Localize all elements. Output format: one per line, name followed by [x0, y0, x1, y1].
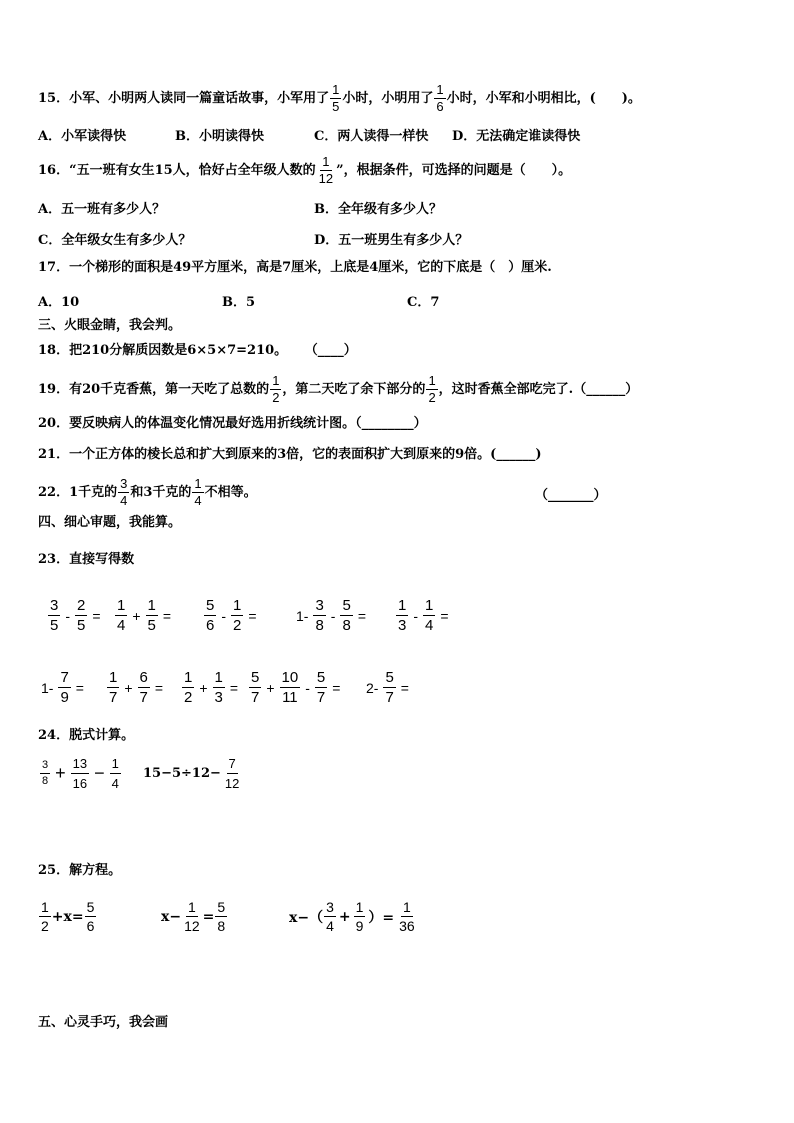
- q25-e2-frac-a: $\frac{1}{12}$: [184, 899, 200, 934]
- q22-answer-blank[interactable]: （_______）: [535, 488, 607, 503]
- q24-expression-1: $\frac{3}{8}$ + $\frac{13}{16}$ − $\frac{1}{4}$: [42, 756, 119, 791]
- q22-text-3: 不相等。: [204, 485, 257, 500]
- q24-e2-frac: $\frac{7}{12}$: [224, 756, 240, 791]
- fraction: $\frac{2}{5}$: [77, 597, 86, 634]
- operator: -: [413, 607, 419, 624]
- q16-number: 16．: [38, 163, 70, 178]
- operator: -: [221, 607, 227, 624]
- q19-text-1: 19．有20千克香蕉，第一天吃了总数的: [38, 382, 270, 397]
- q25-e2-frac-b: $\frac{5}{8}$: [217, 899, 226, 934]
- q15-text-2: 小时，小明用了: [342, 91, 434, 106]
- operator: -: [305, 679, 310, 696]
- expression-prefix: 1-: [41, 679, 54, 696]
- q24-expression-2: 15−5÷12− $\frac{7}{12}$: [143, 756, 240, 791]
- equals-sign: =: [440, 607, 449, 624]
- q24-title: 24．脱式计算。: [38, 728, 135, 743]
- q24-e1-frac-c: $\frac{1}{4}$: [111, 756, 119, 791]
- fraction: $\frac{5}{7}$: [316, 669, 326, 706]
- q23-expression: [202, 596, 260, 635]
- q15-option-d[interactable]: D．无法确定谁读得快: [452, 129, 581, 144]
- q16-fraction: $\frac{1}{12}$: [318, 154, 334, 186]
- fraction: $\frac{10}{11}$: [281, 669, 299, 706]
- fraction: $\frac{5}{6}$: [206, 597, 215, 634]
- fraction: $\frac{1}{4}$: [117, 597, 126, 634]
- expression-prefix: 2-: [366, 679, 379, 696]
- q23-expression: [363, 668, 412, 707]
- fraction: $\frac{1}{3}$: [398, 597, 407, 634]
- q16-option-a[interactable]: A．五一班有多少人？: [38, 202, 166, 217]
- operator: -: [330, 607, 336, 624]
- fraction: $\frac{5}{8}$: [342, 597, 351, 634]
- equals-sign: =: [400, 679, 409, 696]
- q16-option-d[interactable]: D．五一班男生有多少人？: [314, 233, 469, 248]
- fraction: $\frac{5}{7}$: [251, 669, 260, 706]
- equals-sign: =: [154, 679, 164, 696]
- fraction: $\frac{7}{9}$: [60, 669, 69, 706]
- equals-sign: =: [248, 607, 257, 624]
- q22-text-1: 22．1千克的: [38, 485, 118, 500]
- q15-text-3: 小时，小军和小明相比，( )。: [446, 91, 641, 106]
- q24-e1-frac-a: $\frac{3}{8}$: [42, 759, 49, 787]
- question-18: [38, 341, 357, 361]
- equals-sign: =: [229, 679, 239, 696]
- q25-e1-frac-a: $\frac{1}{2}$: [41, 899, 49, 934]
- q16-text-2: ”，根据条件，可选择的问题是（ ）。: [336, 163, 572, 178]
- q16-option-c[interactable]: C．全年级女生有多少人？: [38, 233, 192, 248]
- section-4-heading: 四、细心审题，我能算。: [38, 515, 182, 530]
- q25-e3-frac-a: $\frac{3}{4}$: [326, 899, 334, 934]
- q16-text-1: “五一班有女生15人，恰好占全年级人数的: [69, 163, 316, 178]
- q16-option-b[interactable]: B．全年级有多少人？: [314, 202, 442, 217]
- q15-option-c[interactable]: C．两人读得一样快: [314, 129, 429, 144]
- q18-answer-blank[interactable]: （____）: [311, 343, 357, 358]
- q19-text-3: ，这时香蕉全部吃完了.（______）: [438, 382, 639, 397]
- fraction: $\frac{1}{2}$: [184, 669, 193, 706]
- q19-fraction-1: $\frac{1}{2}$: [272, 373, 280, 405]
- q15-fraction-2: $\frac{1}{6}$: [436, 82, 444, 114]
- q23-expression: [180, 668, 241, 707]
- operator: +: [124, 679, 133, 696]
- q17-option-b[interactable]: B．5: [222, 295, 256, 310]
- q23-expression: [394, 596, 452, 635]
- equals-sign: =: [332, 679, 341, 696]
- q19-fraction-2: $\frac{1}{2}$: [428, 373, 436, 405]
- fraction: $\frac{1}{4}$: [425, 597, 434, 634]
- fraction: $\frac{5}{7}$: [385, 669, 394, 706]
- fraction: $\frac{6}{7}$: [139, 669, 148, 706]
- equals-sign: =: [162, 607, 172, 624]
- q22-fraction-2: $\frac{1}{4}$: [194, 476, 202, 508]
- question-21: 21．一个正方体的棱长总和扩大到原来的3倍，它的表面积扩大到原来的9倍。(______): [38, 447, 542, 462]
- operator: +: [266, 679, 275, 696]
- q23-expression: [105, 668, 166, 707]
- q17-option-c[interactable]: C．7: [407, 295, 440, 310]
- fraction: $\frac{1}{5}$: [147, 597, 156, 634]
- equals-sign: =: [92, 607, 101, 624]
- fraction: $\frac{3}{5}$: [50, 597, 59, 634]
- fraction: $\frac{3}{8}$: [315, 597, 324, 634]
- q17-option-a[interactable]: A．10: [38, 295, 80, 310]
- question-20: 20．要反映病人的体温变化情况最好选用折线统计图。（________）: [38, 416, 427, 431]
- fraction: $\frac{1}{7}$: [109, 669, 118, 706]
- q15-option-a[interactable]: A．小军读得快: [38, 129, 127, 144]
- q25-equation-3: x−（ $\frac{3}{4}$ + $\frac{1}{9}$ ）= $\frac{1}{36}$: [289, 899, 415, 934]
- operator: +: [132, 607, 141, 624]
- q25-e3-frac-c: $\frac{1}{36}$: [399, 899, 415, 934]
- operator: +: [199, 679, 208, 696]
- q23-expression: [46, 596, 104, 635]
- q23-expression: [38, 668, 87, 707]
- q24-e1-frac-b: $\frac{13}{16}$: [72, 756, 88, 791]
- q23-expression: [113, 596, 174, 635]
- q18-text: 18．把210分解质因数是6×5×7=210。: [38, 343, 288, 358]
- q25-equation-1: $\frac{1}{2}$ +x= $\frac{5}{6}$: [41, 899, 95, 934]
- q22-text-2: 和3千克的: [130, 485, 192, 500]
- q22-fraction-1: $\frac{3}{4}$: [120, 476, 128, 508]
- question-22: [38, 476, 257, 509]
- q25-e3-frac-b: $\frac{1}{9}$: [355, 899, 364, 934]
- q15-option-b[interactable]: B．小明读得快: [175, 129, 264, 144]
- q25-e1-frac-b: $\frac{5}{6}$: [86, 899, 95, 934]
- q23-expression: [293, 596, 369, 635]
- q15-fraction-1: $\frac{1}{5}$: [332, 82, 340, 114]
- q15-text-1: 15．小军、小明两人读同一篇童话故事，小军用了: [38, 91, 330, 106]
- equals-sign: =: [75, 679, 84, 696]
- q25-equation-2: x− $\frac{1}{12}$ = $\frac{5}{8}$: [161, 899, 226, 934]
- question-17: 17．一个梯形的面积是49平方厘米，高是7厘米，上底是4厘米，它的下底是（ ）厘米.: [38, 260, 552, 275]
- question-15: [38, 82, 641, 115]
- question-19: [38, 373, 638, 406]
- equals-sign: =: [357, 607, 366, 624]
- q23-expression: [247, 668, 343, 707]
- q25-title: 25．解方程。: [38, 863, 122, 878]
- expression-prefix: 1-: [296, 607, 309, 624]
- operator: -: [65, 607, 71, 624]
- q23-title: 23．直接写得数: [38, 552, 135, 567]
- question-16: [38, 154, 571, 187]
- section-3-heading: 三、火眼金睛，我会判。: [38, 318, 182, 333]
- q19-text-2: ，第二天吃了余下部分的: [282, 382, 426, 397]
- fraction: $\frac{1}{3}$: [214, 669, 223, 706]
- section-5-heading: 五、心灵手巧，我会画: [38, 1015, 169, 1030]
- fraction: $\frac{1}{2}$: [233, 597, 242, 634]
